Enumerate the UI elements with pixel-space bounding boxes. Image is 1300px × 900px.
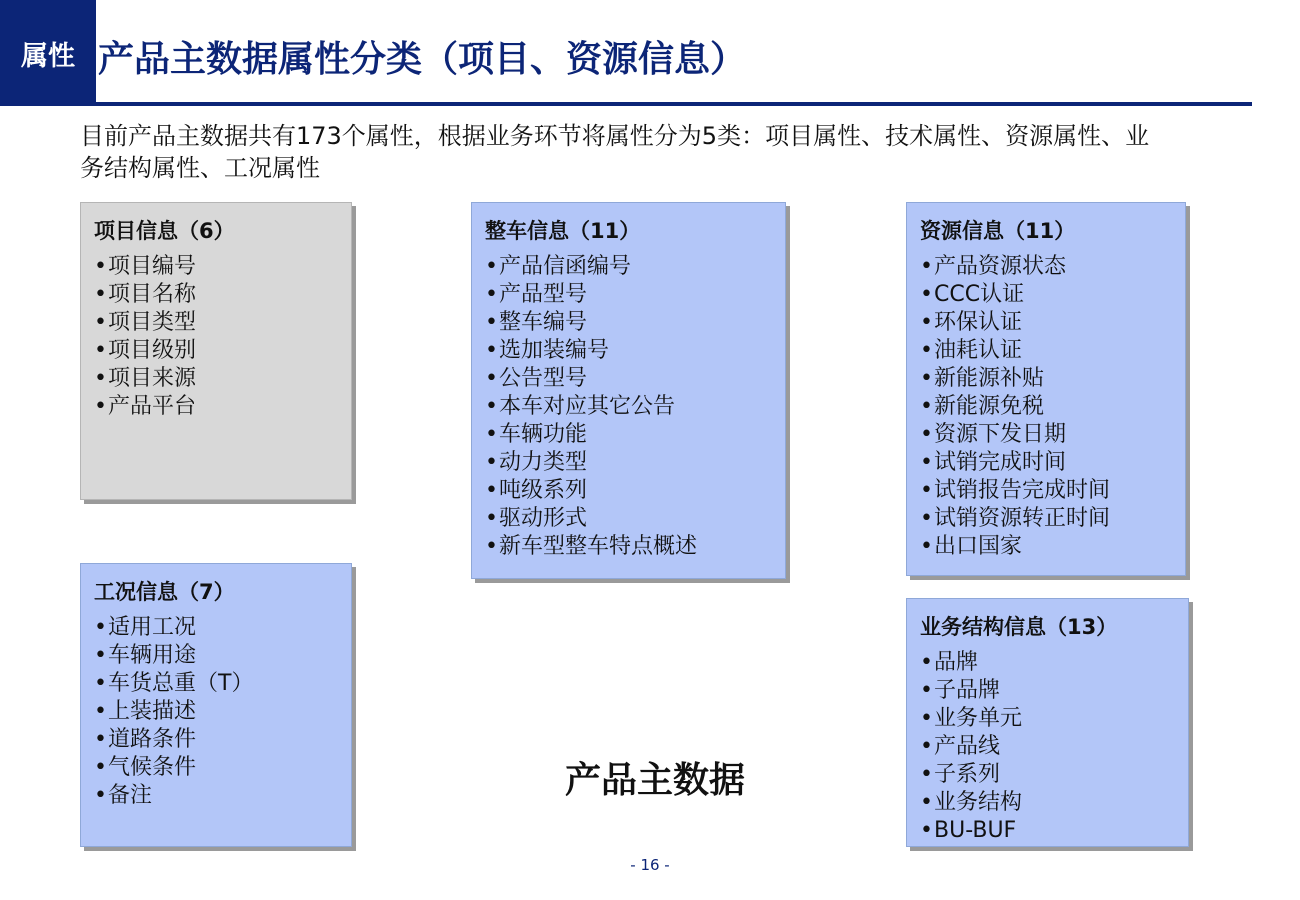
list-item bbox=[485, 281, 785, 309]
bullet-icon: • bbox=[94, 338, 107, 363]
condition-info-list bbox=[94, 614, 351, 810]
list-item-text: 产品线 bbox=[934, 734, 1001, 759]
bullet-icon: • bbox=[920, 706, 933, 731]
list-item bbox=[485, 337, 785, 365]
list-item-text: 子系列 bbox=[934, 762, 1001, 787]
bullet-icon: • bbox=[920, 394, 933, 419]
list-item-text: 新车型整车特点概述 bbox=[499, 534, 698, 559]
list-item-text: 项目编号 bbox=[108, 254, 197, 279]
resource-info-box bbox=[906, 202, 1186, 576]
bullet-icon: • bbox=[94, 615, 107, 640]
list-item-text: 车辆功能 bbox=[499, 422, 588, 447]
bullet-icon: • bbox=[920, 422, 933, 447]
list-item-text: 业务结构 bbox=[934, 790, 1023, 815]
list-item-text: BU-BUF bbox=[934, 818, 1017, 843]
page-number: - 16 - bbox=[630, 856, 670, 874]
list-item bbox=[485, 449, 785, 477]
project-info-list bbox=[94, 253, 351, 421]
list-item bbox=[920, 337, 1185, 365]
bullet-icon: • bbox=[485, 310, 498, 335]
title-divider bbox=[52, 102, 1252, 106]
bullet-icon: • bbox=[485, 506, 498, 531]
list-item bbox=[485, 421, 785, 449]
resource-info-title: 资源信息（11） bbox=[920, 219, 1076, 243]
bullet-icon: • bbox=[920, 254, 933, 279]
bullet-icon: • bbox=[920, 734, 933, 759]
list-item bbox=[920, 421, 1185, 449]
list-item-text: 项目来源 bbox=[108, 366, 197, 391]
bullet-icon: • bbox=[485, 394, 498, 419]
project-info-title: 项目信息（6） bbox=[94, 219, 235, 243]
bullet-icon: • bbox=[485, 338, 498, 363]
page-title: 产品主数据属性分类（项目、资源信息） bbox=[98, 39, 747, 80]
list-item bbox=[94, 698, 351, 726]
list-item-text: 业务单元 bbox=[934, 706, 1023, 731]
list-item bbox=[94, 726, 351, 754]
list-item bbox=[94, 782, 351, 810]
bullet-icon: • bbox=[920, 790, 933, 815]
business-structure-list bbox=[920, 649, 1188, 845]
list-item bbox=[920, 761, 1188, 789]
bullet-icon: • bbox=[920, 534, 933, 559]
bullet-icon: • bbox=[920, 650, 933, 675]
list-item-text: CCC认证 bbox=[934, 282, 1025, 307]
bullet-icon: • bbox=[920, 818, 933, 843]
list-item bbox=[485, 365, 785, 393]
bullet-icon: • bbox=[485, 366, 498, 391]
bullet-icon: • bbox=[485, 282, 498, 307]
list-item bbox=[920, 253, 1185, 281]
list-item-text: 项目级别 bbox=[108, 338, 197, 363]
resource-info-list bbox=[920, 253, 1185, 561]
list-item-text: 产品信函编号 bbox=[499, 254, 632, 279]
list-item bbox=[920, 449, 1185, 477]
list-item bbox=[94, 309, 351, 337]
list-item-text: 备注 bbox=[108, 783, 153, 808]
bullet-icon: • bbox=[920, 310, 933, 335]
list-item bbox=[920, 705, 1188, 733]
list-item bbox=[920, 733, 1188, 761]
bullet-icon: • bbox=[920, 478, 933, 503]
list-item bbox=[920, 309, 1185, 337]
list-item-text: 吨级系列 bbox=[499, 478, 588, 503]
center-label: 产品主数据 bbox=[564, 760, 745, 801]
bullet-icon: • bbox=[920, 506, 933, 531]
list-item-text: 本车对应其它公告 bbox=[499, 394, 676, 419]
bullet-icon: • bbox=[485, 254, 498, 279]
list-item bbox=[94, 337, 351, 365]
list-item-text: 气候条件 bbox=[108, 755, 197, 780]
list-item-text: 油耗认证 bbox=[934, 338, 1023, 363]
condition-info-title: 工况信息（7） bbox=[94, 580, 235, 604]
list-item-text: 新能源免税 bbox=[934, 394, 1045, 419]
list-item-text: 选加装编号 bbox=[499, 338, 610, 363]
project-info-box bbox=[80, 202, 352, 500]
list-item-text: 上装描述 bbox=[108, 699, 197, 724]
section-tag: 属性 bbox=[0, 0, 96, 106]
list-item bbox=[485, 533, 785, 561]
list-item bbox=[920, 817, 1188, 845]
bullet-icon: • bbox=[485, 422, 498, 447]
condition-info-box bbox=[80, 563, 352, 847]
list-item bbox=[920, 393, 1185, 421]
bullet-icon: • bbox=[920, 678, 933, 703]
vehicle-info-box bbox=[471, 202, 786, 579]
list-item-text: 出口国家 bbox=[934, 534, 1023, 559]
list-item-text: 项目类型 bbox=[108, 310, 197, 335]
business-structure-title: 业务结构信息（13） bbox=[920, 615, 1118, 639]
bullet-icon: • bbox=[920, 282, 933, 307]
bullet-icon: • bbox=[94, 282, 107, 307]
list-item-text: 车辆用途 bbox=[108, 643, 197, 668]
list-item-text: 动力类型 bbox=[499, 450, 588, 475]
bullet-icon: • bbox=[920, 762, 933, 787]
bullet-icon: • bbox=[94, 366, 107, 391]
list-item bbox=[94, 754, 351, 782]
list-item bbox=[485, 393, 785, 421]
bullet-icon: • bbox=[94, 254, 107, 279]
list-item bbox=[485, 253, 785, 281]
list-item bbox=[485, 505, 785, 533]
list-item-text: 产品资源状态 bbox=[934, 254, 1067, 279]
list-item bbox=[920, 533, 1185, 561]
bullet-icon: • bbox=[94, 755, 107, 780]
bullet-icon: • bbox=[94, 310, 107, 335]
bullet-icon: • bbox=[94, 643, 107, 668]
bullet-icon: • bbox=[920, 450, 933, 475]
list-item-text: 试销报告完成时间 bbox=[934, 478, 1111, 503]
bullet-icon: • bbox=[94, 783, 107, 808]
list-item-text: 车货总重（T） bbox=[108, 671, 254, 696]
list-item-text: 环保认证 bbox=[934, 310, 1023, 335]
bullet-icon: • bbox=[485, 450, 498, 475]
list-item bbox=[94, 614, 351, 642]
list-item bbox=[920, 677, 1188, 705]
list-item-text: 整车编号 bbox=[499, 310, 588, 335]
intro-text: 目前产品主数据共有173个属性，根据业务环节将属性分为5类：项目属性、技术属性、资源属性、业务结构属性、工况属性 bbox=[80, 122, 1150, 182]
list-item-text: 产品型号 bbox=[499, 282, 588, 307]
list-item-text: 公告型号 bbox=[499, 366, 588, 391]
list-item bbox=[94, 281, 351, 309]
list-item bbox=[920, 789, 1188, 817]
list-item bbox=[920, 505, 1185, 533]
list-item bbox=[485, 309, 785, 337]
list-item-text: 适用工况 bbox=[108, 615, 197, 640]
list-item-text: 驱动形式 bbox=[499, 506, 588, 531]
list-item bbox=[94, 393, 351, 421]
list-item-text: 品牌 bbox=[934, 650, 979, 675]
list-item bbox=[94, 670, 351, 698]
list-item bbox=[94, 365, 351, 393]
list-item-text: 产品平台 bbox=[108, 394, 197, 419]
bullet-icon: • bbox=[94, 671, 107, 696]
list-item-text: 试销完成时间 bbox=[934, 450, 1067, 475]
list-item-text: 道路条件 bbox=[108, 727, 197, 752]
list-item-text: 资源下发日期 bbox=[934, 422, 1067, 447]
vehicle-info-title: 整车信息（11） bbox=[485, 219, 641, 243]
list-item-text: 试销资源转正时间 bbox=[934, 506, 1111, 531]
bullet-icon: • bbox=[94, 727, 107, 752]
list-item bbox=[920, 365, 1185, 393]
list-item bbox=[94, 253, 351, 281]
list-item-text: 子品牌 bbox=[934, 678, 1001, 703]
list-item bbox=[920, 477, 1185, 505]
business-structure-box bbox=[906, 598, 1189, 847]
list-item bbox=[94, 642, 351, 670]
list-item bbox=[920, 281, 1185, 309]
bullet-icon: • bbox=[485, 478, 498, 503]
list-item bbox=[920, 649, 1188, 677]
bullet-icon: • bbox=[920, 338, 933, 363]
bullet-icon: • bbox=[485, 534, 498, 559]
bullet-icon: • bbox=[920, 366, 933, 391]
bullet-icon: • bbox=[94, 699, 107, 724]
vehicle-info-list bbox=[485, 253, 785, 561]
list-item bbox=[485, 477, 785, 505]
bullet-icon: • bbox=[94, 394, 107, 419]
list-item-text: 新能源补贴 bbox=[934, 366, 1045, 391]
list-item-text: 项目名称 bbox=[108, 282, 197, 307]
